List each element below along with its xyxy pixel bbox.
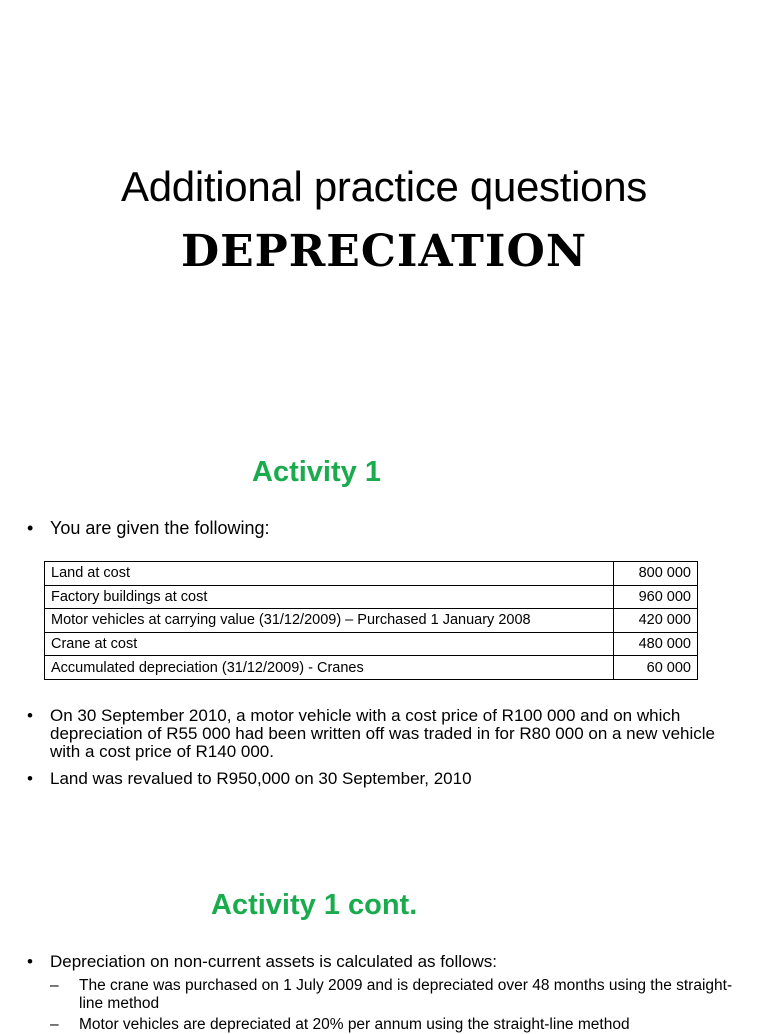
table-cell-value: 60 000 [614,656,698,680]
dash-marker: – [50,977,59,994]
table-row [45,656,698,680]
assets-table [44,561,698,680]
table-cell-label: Motor vehicles at carrying value (31/12/2009) – Purchased 1 January 2008 [45,609,614,633]
activity1-cont-bullet-text: Depreciation on non-current assets is calculated as follows: [50,952,497,971]
table-row [45,585,698,609]
table-row [45,632,698,656]
bullet-dot: • [27,706,33,725]
table-cell-value: 480 000 [614,632,698,656]
page-title: Additional practice questions [121,163,647,210]
table-cell-value: 420 000 [614,609,698,633]
activity1-intro-text: You are given the following: [50,518,270,538]
activity1-heading: Activity 1 [252,456,381,488]
bullet-dot: • [27,769,33,788]
sub-item-text: Motor vehicles are depreciated at 20% per annum using the straight-line method [79,1016,630,1033]
table-cell-value: 800 000 [614,562,698,586]
table-cell-label: Factory buildings at cost [45,585,614,609]
bullet-dot: • [27,952,33,971]
activity1-bullet-text: Land was revalued to R950,000 on 30 September, 2010 [50,769,472,788]
page-subtitle: DEPRECIATION [180,226,588,277]
table-row [45,562,698,586]
dash-marker: – [50,1016,59,1033]
sub-item-text: The crane was purchased on 1 July 2009 and is depreciated over 48 months using the straight-line method [79,977,733,1012]
table-cell-label: Accumulated depreciation (31/12/2009) - Cranes [45,656,614,680]
activity1-bullet-text: On 30 September 2010, a motor vehicle with a cost price of R100 000 and on which depreciation of R55 000 had been written off was traded in for R80 000 on a new vehicle with a cost price of R140 000. [50,706,716,761]
table-row [45,609,698,633]
activity1-cont-heading: Activity 1 cont. [211,889,418,921]
table-cell-label: Crane at cost [45,632,614,656]
bullet-dot: • [27,518,34,538]
table-cell-value: 960 000 [614,585,698,609]
table-cell-label: Land at cost [45,562,614,586]
